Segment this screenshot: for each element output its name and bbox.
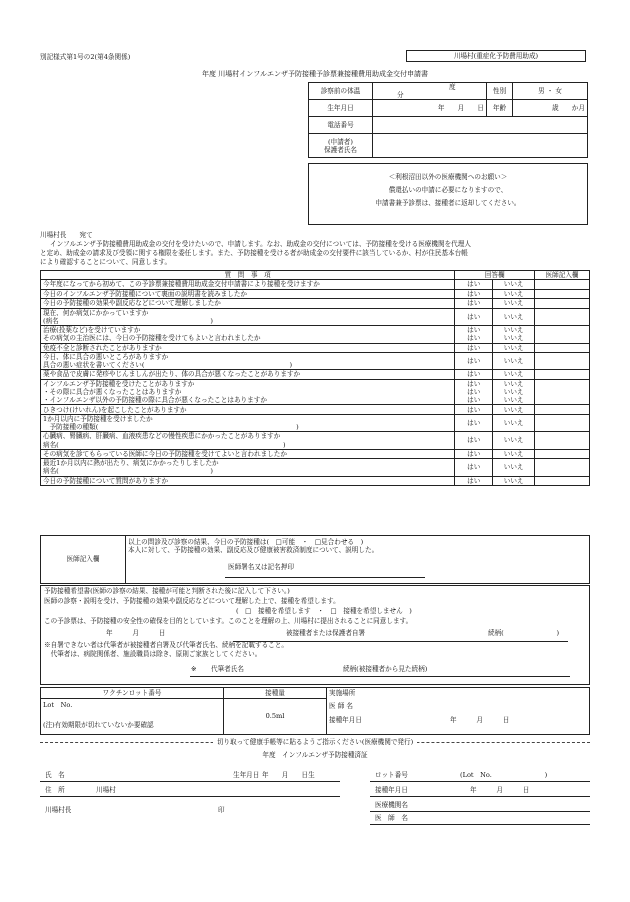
vaccine-date-label: 接種年月日 <box>329 715 362 724</box>
sex-label: 性別 <box>487 83 513 100</box>
dob-field[interactable]: 年 月 日 <box>373 100 487 117</box>
answer-no[interactable]: いいえ <box>493 476 535 485</box>
temp-unit-degree: 度 <box>449 83 456 91</box>
question-text: 今日のインフルエンザ予防接種について裏面の説明書を読みましたか <box>41 289 455 298</box>
answer-no[interactable]: いいえ <box>493 449 535 458</box>
doctor-note-cell[interactable] <box>535 352 590 369</box>
question-row <box>41 379 590 405</box>
guardian-label-cell <box>309 134 373 158</box>
question-text: 心臓病、腎臓病、肝臓病、血液疾患などの慢性疾患にかかったことがありますか 病名( ) <box>41 432 455 449</box>
question-row <box>41 449 590 458</box>
question-row <box>41 432 590 449</box>
doctor-note-cell[interactable] <box>535 476 590 485</box>
answer-no[interactable]: いいえ いいえ いいえ <box>493 379 535 405</box>
question-text: インフルエンザ予防接種を受けたことがありますか ・その際に具合が悪くなったことはありますか ・インフルエンザ以外の予防接種の際に具合が悪くなったことはありますか <box>41 379 455 405</box>
expiry-note: (注)有効期限が切れていないか要確認 <box>43 721 154 730</box>
doctor-note-cell[interactable] <box>535 379 590 405</box>
doctor-note-cell[interactable] <box>535 432 590 449</box>
answer-yes[interactable]: はい <box>455 352 493 369</box>
answer-yes[interactable]: はい <box>455 289 493 298</box>
question-row <box>41 414 590 431</box>
answer-yes[interactable]: はい <box>455 476 493 485</box>
sex-field[interactable]: 男 ・ 女 <box>513 83 588 100</box>
cert-address-label: 住 所 <box>45 786 65 794</box>
cert-mayor: 川場村長 <box>45 806 72 814</box>
doctor-note-cell[interactable] <box>535 414 590 431</box>
answer-no[interactable]: いいえ <box>493 432 535 449</box>
proxy-name[interactable]: 代筆者氏名 <box>211 665 244 673</box>
question-row <box>41 405 590 414</box>
cert-date-label: 接種年月日 <box>375 786 408 794</box>
doctor-header: 医師記入欄 <box>535 271 590 280</box>
answer-no[interactable]: いいえ いいえ <box>493 326 535 343</box>
cut-line-text-wrap <box>40 738 590 746</box>
consent-choice[interactable]: ( □ 接種を希望します ・ □ 接種を希望しません ) <box>236 607 412 615</box>
doctor-note-cell[interactable] <box>535 299 590 308</box>
question-text: ひきつけ(けいれん)を起こしたことがありますか <box>41 405 455 414</box>
answer-no[interactable]: いいえ <box>493 289 535 298</box>
doctor-note-cell[interactable] <box>535 289 590 298</box>
doctor-note-cell[interactable] <box>535 280 590 289</box>
consent-relation[interactable]: 続柄( ) <box>488 629 560 637</box>
consent-signer[interactable]: 被接種者または保護者自署 <box>286 629 366 637</box>
answer-no[interactable]: いいえ <box>493 405 535 414</box>
question-text: 今日、体に具合の悪いところがありますか 具合の悪い症状を書いてください( ) <box>41 352 455 369</box>
phone-field[interactable] <box>373 117 588 134</box>
answer-yes[interactable]: はい <box>455 432 493 449</box>
question-text: 今年度になってから初めて、この予診票兼接種費用助成金交付申請書により接種を受けますか <box>41 280 455 289</box>
age-field[interactable]: 歳 か月 <box>513 100 588 117</box>
doctor-judgement[interactable]: 以上の問診及び診察の結果、今日の予防接種は( □可能 ・ □見合わせる ) <box>128 538 364 546</box>
answer-yes[interactable]: はい はい <box>455 326 493 343</box>
place-cell[interactable] <box>327 699 590 735</box>
cert-address-value[interactable]: 川場村 <box>96 786 116 794</box>
question-header: 質 問 事 項 <box>41 271 455 280</box>
question-text: 最近1か月以内に熱が出たり、病気にかかったりしましたか 病名( ) <box>41 459 455 476</box>
patient-info-table <box>308 82 588 158</box>
question-row <box>41 343 590 352</box>
question-text: 今日の予防接種の効果や副反応などについて理解しましたか <box>41 299 455 308</box>
doctor-signature[interactable]: 医師署名又は記名押印 <box>228 563 294 572</box>
question-text: 1か月以内に予防接種を受けましたか 予防接種の種類( ) <box>41 414 455 431</box>
answer-no[interactable]: いいえ <box>493 308 535 325</box>
question-row <box>41 326 590 343</box>
dose-header: 接種量 <box>224 688 327 699</box>
phone-label: 電話番号 <box>309 117 373 134</box>
answer-yes[interactable]: はい <box>455 299 493 308</box>
answer-no[interactable]: いいえ <box>493 352 535 369</box>
answer-yes[interactable]: はい <box>455 414 493 431</box>
cert-date-value[interactable]: 年 月 日 <box>470 786 530 794</box>
question-text: 薬や食品で皮膚に発疹やじんましんが出たり、体の具合が悪くなったことがありますか <box>41 370 455 379</box>
temp-field[interactable] <box>373 83 487 100</box>
applicant-label: (申請者) <box>328 137 353 146</box>
answer-yes[interactable]: はい <box>455 449 493 458</box>
question-text: 現在、何か病気にかかっていますか (病名 ) <box>41 308 455 325</box>
cert-doctor-label: 医 師 名 <box>375 814 408 822</box>
vaccine-table <box>40 687 590 735</box>
doctor-note-cell[interactable] <box>535 405 590 414</box>
cert-lot-value[interactable]: (Lot No. ) <box>460 771 548 779</box>
vaccine-doctor-label: 医 師 名 <box>329 701 353 710</box>
doctor-note-cell[interactable] <box>535 459 590 476</box>
question-row <box>41 308 590 325</box>
temp-label: 診察前の体温 <box>309 83 373 100</box>
answer-yes[interactable]: はい <box>455 343 493 352</box>
notice-box <box>308 163 588 225</box>
answer-no[interactable]: いいえ <box>493 280 535 289</box>
doctor-note-cell[interactable] <box>535 449 590 458</box>
doctor-note-cell[interactable] <box>535 308 590 325</box>
application-para-1: インフルエンザ予防接種費用助成金の交付を受けたいので、申請します。なお、助成金の交付については、予防接種を受ける医療機関を代理人 <box>50 240 471 248</box>
dob-label: 生年月日 <box>309 100 373 117</box>
answer-no[interactable]: いいえ <box>493 414 535 431</box>
question-row <box>41 352 590 369</box>
answer-yes[interactable]: はい <box>455 405 493 414</box>
question-row <box>41 280 590 289</box>
consent-note-1: ※自署できない者は代筆者が被接種者自署及び代筆者氏名、続柄を記載すること。 <box>44 641 288 649</box>
consent-line-2: 医師の診察・説明を受け、予防接種の効果や副反応などについて理解した上で、接種を希望します。 <box>44 597 340 605</box>
question-row <box>41 370 590 379</box>
answer-no[interactable]: いいえ <box>493 459 535 476</box>
question-text: その病気を診てもらっている医師に今日の予防接種を受けてよいと言われましたか <box>41 449 455 458</box>
proxy-mark: ※ <box>191 665 197 673</box>
consent-date[interactable]: 年 月 日 <box>106 629 166 637</box>
cert-dob-label: 生年月日 <box>233 771 260 779</box>
lot-value: Lot No. <box>43 701 73 709</box>
guardian-label: 保護者氏名 <box>324 145 357 154</box>
place-header: 実施場所 <box>327 688 590 699</box>
dose-value: 0.5ml <box>224 699 327 735</box>
cert-name-label: 氏 名 <box>45 771 65 779</box>
doctor-section-label: 医師記入欄 <box>41 536 126 584</box>
cert-seal: 印 <box>218 806 225 814</box>
notice-line-2: 償還払いの申請に必要になりますので、 <box>388 186 508 195</box>
age-label: 年齢 <box>487 100 513 117</box>
cert-clinic-label: 医療機関名 <box>375 801 408 809</box>
doctor-note-cell[interactable] <box>535 326 590 343</box>
application-para-3: により確認することについて、同意します。 <box>40 258 172 266</box>
notice-line-1: ＜利根沼田以外の医療機関へのお願い＞ <box>388 173 508 181</box>
lot-header: ワクチンロット番号 <box>41 688 224 699</box>
cert-dob-value[interactable]: 年 月 日生 <box>262 771 315 779</box>
form-id: 別記様式第1号の2(第4条関係) <box>40 53 131 61</box>
answer-no[interactable]: いいえ <box>493 299 535 308</box>
cert-lot-label: ロット番号 <box>375 771 408 779</box>
answer-yes[interactable]: はい はい はい <box>455 379 493 405</box>
consent-box <box>40 585 590 685</box>
doctor-explanation: 本人に対して、予防接種の効果、副反応及び健康被害救済制度について、説明した。 <box>128 546 379 555</box>
consent-line-4: この予診票は、予防接種の安全性の確保を目的としています。このことを理解の上、川場村に提出されることに同意します。 <box>44 617 413 625</box>
question-text: 治療(投薬など)を受けていますか その病気の主治医には、今日の予防接種を受けてもよいと言われましたか <box>41 326 455 343</box>
notice-line-3: 申請書兼予診票は、接種者に返却してください。 <box>375 199 521 208</box>
certificate-title: 年度 インフルエンザ予防接種済証 <box>262 751 368 759</box>
answer-no[interactable]: いいえ <box>493 370 535 379</box>
proxy-relation[interactable]: 続柄(被接種者から見た続柄) <box>343 665 428 673</box>
temp-unit-minute: 分 <box>397 91 404 100</box>
answer-yes[interactable]: はい <box>455 280 493 289</box>
application-para-2: と定め、助成金の請求及び受領に関する権限を委任します。また、予防接種を受ける者が助成金の交付要件に該当しているか、村が住民基本台帳 <box>40 249 468 257</box>
answer-yes[interactable]: はい <box>455 308 493 325</box>
questionnaire-table <box>40 270 590 486</box>
question-row <box>41 459 590 476</box>
cut-line-text: 切り取って健康手帳等に貼るようご指示ください(医療機関で発行) <box>213 738 417 746</box>
doctor-note-cell[interactable] <box>535 343 590 352</box>
vaccine-date-value[interactable]: 年 月 日 <box>449 715 510 724</box>
answer-no[interactable]: いいえ <box>493 343 535 352</box>
consent-line-1: 予防接種希望書(医師の診察の結果、接種が可能と判断された後に記入して下さい。) <box>44 587 290 595</box>
page-title: 年度 川場村インフルエンザ予防接種予診票兼接種費用助成金交付申請書 <box>202 70 428 78</box>
guardian-name-field[interactable] <box>373 134 588 158</box>
consent-note-2: 代筆者は、病院関係者、施設職員は除き、原則ご家族としてください。 <box>44 650 262 658</box>
lot-cell[interactable] <box>41 699 224 735</box>
answer-header: 回答欄 <box>455 271 535 280</box>
question-row <box>41 476 590 485</box>
village-tag: 川場村(重症化予防費用助成) <box>406 50 586 62</box>
answer-yes[interactable]: はい <box>455 459 493 476</box>
question-text: 今日の予防接種について質問がありますか <box>41 476 455 485</box>
answer-yes[interactable]: はい <box>455 370 493 379</box>
question-row <box>41 289 590 298</box>
question-text: 免疫不全と診断されたことがありますか <box>41 343 455 352</box>
question-row <box>41 299 590 308</box>
addressee: 川場村長 宛て <box>40 231 93 239</box>
doctor-note-cell[interactable] <box>535 370 590 379</box>
